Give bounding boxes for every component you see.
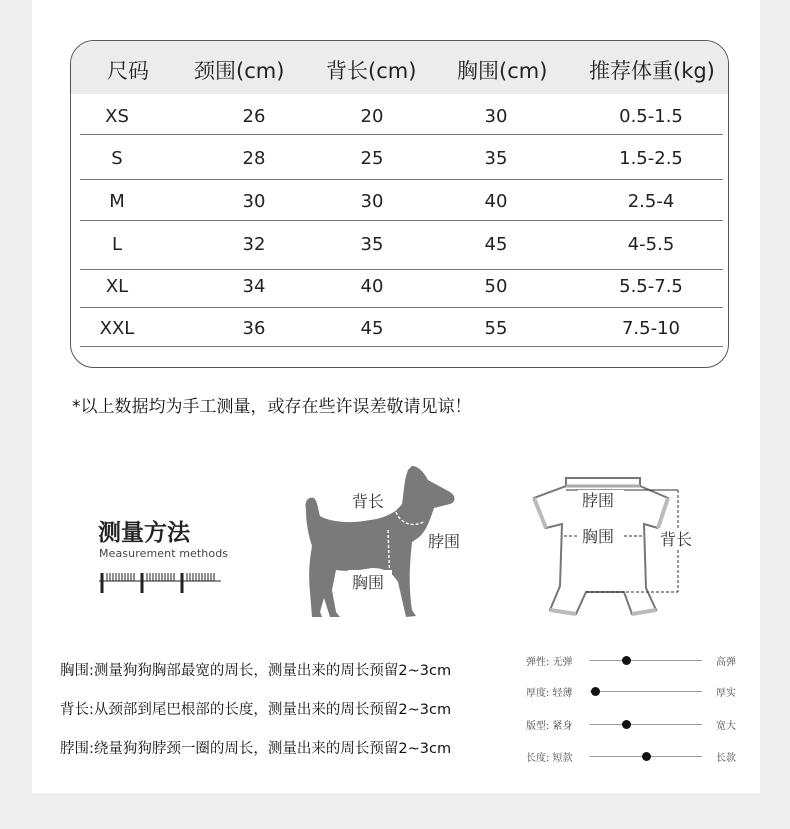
shirt-label-neck: 脖围: [582, 491, 615, 510]
header-weight: 推荐体重(kg): [589, 59, 715, 83]
cell-neck: 32: [242, 234, 266, 255]
cell-size: L: [111, 234, 123, 255]
attr-label: 厚度: 轻薄: [526, 688, 573, 699]
table-header: [71, 41, 728, 94]
cell-back: 35: [360, 234, 384, 255]
cell-weight: 5.5-7.5: [619, 276, 683, 297]
cell-weight: 7.5-10: [621, 318, 681, 339]
cell-size: XXL: [99, 318, 135, 339]
table-row: [71, 97, 728, 137]
measure-subtitle: Measurement methods: [99, 547, 229, 560]
row-divider: [80, 134, 723, 135]
attr-label: 长度: 短款: [526, 753, 573, 764]
attr-right-label: 高弹: [716, 657, 736, 668]
cell-back: 45: [360, 318, 384, 339]
desc-back: 背长:从颈部到尾巴根部的长度，测量出来的周长预留2~3cm: [60, 702, 452, 718]
ruler-icon: [99, 567, 221, 595]
attr-fit: [526, 717, 738, 733]
attr-dot: [642, 752, 651, 761]
attr-track: [590, 691, 702, 692]
dog-silhouette-icon: [300, 462, 470, 622]
attr-track: [590, 724, 702, 725]
cell-size: M: [109, 191, 125, 212]
cell-neck: 34: [242, 276, 266, 297]
pet-shirt-icon: [528, 470, 708, 620]
shirt-label-chest: 胸围: [582, 527, 615, 546]
attr-length: [526, 749, 738, 765]
attr-elasticity: [526, 653, 738, 669]
cell-neck: 36: [242, 318, 266, 339]
dog-label-chest: 胸围: [352, 573, 385, 592]
table-row: [71, 267, 728, 307]
dog-label-back: 背长: [352, 492, 385, 511]
cell-chest: 45: [484, 234, 508, 255]
attr-thickness: [526, 684, 738, 700]
row-divider: [80, 220, 723, 221]
cell-back: 20: [360, 106, 384, 127]
attr-dot: [591, 687, 600, 696]
header-back: 背长(cm): [326, 59, 417, 83]
header-neck: 颈围(cm): [194, 59, 285, 83]
shirt-label-back: 背长: [660, 530, 693, 549]
cell-weight: 2.5-4: [627, 191, 675, 212]
cell-chest: 55: [484, 318, 508, 339]
cell-neck: 26: [242, 106, 266, 127]
cell-weight: 4-5.5: [627, 234, 675, 255]
measurement-note: *以上数据均为手工测量，或存在些许误差敬请见谅！: [72, 397, 472, 417]
attr-right-label: 宽大: [716, 721, 736, 732]
dog-label-neck: 脖围: [428, 532, 461, 551]
size-table: [70, 40, 729, 368]
header-size: 尺码: [107, 59, 149, 83]
cell-neck: 30: [242, 191, 266, 212]
desc-chest: 胸围:测量狗狗胸部最宽的周长，测量出来的周长预留2~3cm: [60, 663, 452, 679]
desc-neck: 脖围:绕量狗狗脖颈一圈的周长，测量出来的周长预留2~3cm: [60, 741, 452, 757]
cell-back: 40: [360, 276, 384, 297]
cell-chest: 40: [484, 191, 508, 212]
table-row: [71, 182, 728, 222]
attr-dot: [622, 656, 631, 665]
table-row: [71, 225, 728, 265]
row-divider: [80, 346, 723, 347]
cell-size: XS: [105, 106, 129, 127]
attr-dot: [622, 720, 631, 729]
measure-title: 测量方法: [98, 520, 190, 546]
cell-size: S: [111, 148, 123, 169]
header-chest: 胸围(cm): [457, 59, 548, 83]
attr-label: 弹性: 无弹: [526, 657, 573, 668]
row-divider: [80, 179, 723, 180]
cell-weight: 0.5-1.5: [619, 106, 683, 127]
cell-back: 30: [360, 191, 384, 212]
attr-label: 版型: 紧身: [526, 721, 573, 732]
cell-chest: 35: [484, 148, 508, 169]
row-divider: [80, 307, 723, 308]
attr-right-label: 厚实: [716, 688, 736, 699]
cell-weight: 1.5-2.5: [619, 148, 683, 169]
cell-chest: 50: [484, 276, 508, 297]
table-row: [71, 309, 728, 349]
attr-right-label: 长款: [716, 753, 736, 764]
cell-size: XL: [105, 276, 129, 297]
cell-neck: 28: [242, 148, 266, 169]
cell-chest: 30: [484, 106, 508, 127]
attr-track: [590, 660, 702, 661]
cell-back: 25: [360, 148, 384, 169]
table-row: [71, 139, 728, 179]
